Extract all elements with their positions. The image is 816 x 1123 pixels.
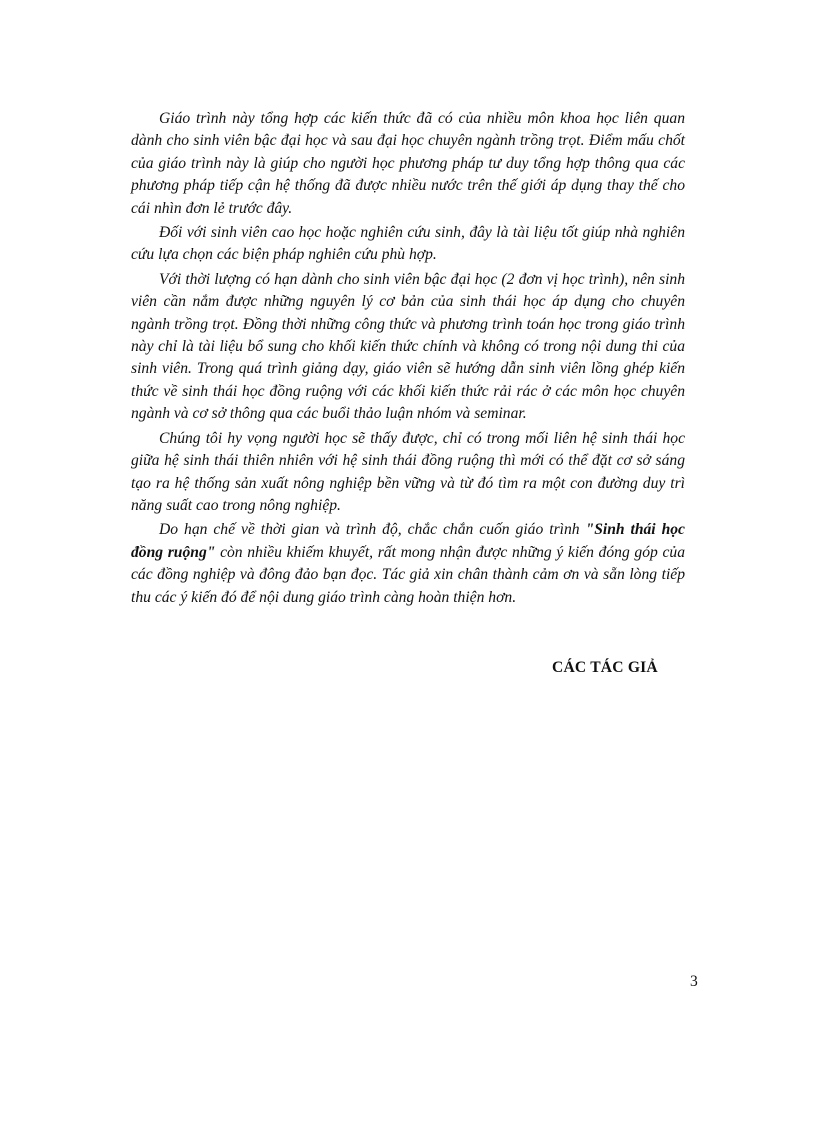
paragraph-1-text: Giáo trình này tổng hợp các kiến thức đã có của nhiều môn khoa học liên quan dành cho sinh viên bậc đại học và sau đại học chuyên ngành trồng trọt. Điểm mấu chốt của giáo trình này là giúp cho người học phương pháp tư duy tổng hợp thông qua các phương pháp tiếp cận hệ thống đã được nhiều nước trên thế giới áp dụng thay thế cho cái nhìn đơn lẻ trước đây. (131, 110, 685, 217)
paragraph-5 (131, 519, 685, 609)
paragraph-2-text: Đối với sinh viên cao học hoặc nghiên cứu sinh, đây là tài liệu tốt giúp nhà nghiên cứu lựa chọn các biện pháp nghiên cứu phù hợp. (131, 224, 685, 264)
preface-body (131, 108, 685, 611)
paragraph-4 (131, 428, 685, 518)
paragraph-5-text-end: còn nhiều khiếm khuyết, rất mong nhận được những ý kiến đóng góp của các đồng nghiệp và đông đảo bạn đọc. Tác giả xin chân thành cảm ơn và sẵn lòng tiếp thu các ý kiến đó để nội dung giáo trình càng hoàn thiện hơn. (131, 543, 685, 606)
paragraph-3 (131, 269, 685, 426)
paragraph-1 (131, 108, 685, 220)
book-title: "Sinh thái học đồng ruộng" (131, 521, 685, 561)
paragraph-4-text: Chúng tôi hy vọng người học sẽ thấy được, chỉ có trong mối liên hệ sinh thái học giữa hệ sinh thái thiên nhiên với hệ sinh thái đồng ruộng thì mới có thể đặt cơ sở sáng tạo ra hệ thống sản xuất nông nghiệp bền vững và từ đó tìm ra một con đường duy trì năng suất cao trong nông nghiệp. (131, 429, 685, 514)
page-number: 3 (690, 973, 698, 990)
paragraph-2 (131, 222, 685, 267)
authors-signature: CÁC TÁC GIẢ (552, 659, 658, 676)
paragraph-3-text: Với thời lượng có hạn dành cho sinh viên bậc đại học (2 đơn vị học trình), nên sinh viên cần nắm được những nguyên lý cơ bản của sinh thái học áp dụng cho chuyên ngành trồng trọt. Đồng thời những công thức và phương trình toán học trong giáo trình này chỉ là tài liệu bổ sung cho khối kiến thức chính và không có trong nội dung thi của sinh viên. Trong quá trình giảng dạy, giáo viên sẽ hướng dẫn sinh viên lồng ghép kiến thức về sinh thái học đồng ruộng với các khối kiến thức rải rác ở các môn học chuyên ngành và cơ sở thông qua các buổi thảo luận nhóm và seminar. (131, 270, 685, 423)
paragraph-5-text-start: Do hạn chế về thời gian và trình độ, chắc chắn cuốn giáo trình (159, 521, 586, 539)
